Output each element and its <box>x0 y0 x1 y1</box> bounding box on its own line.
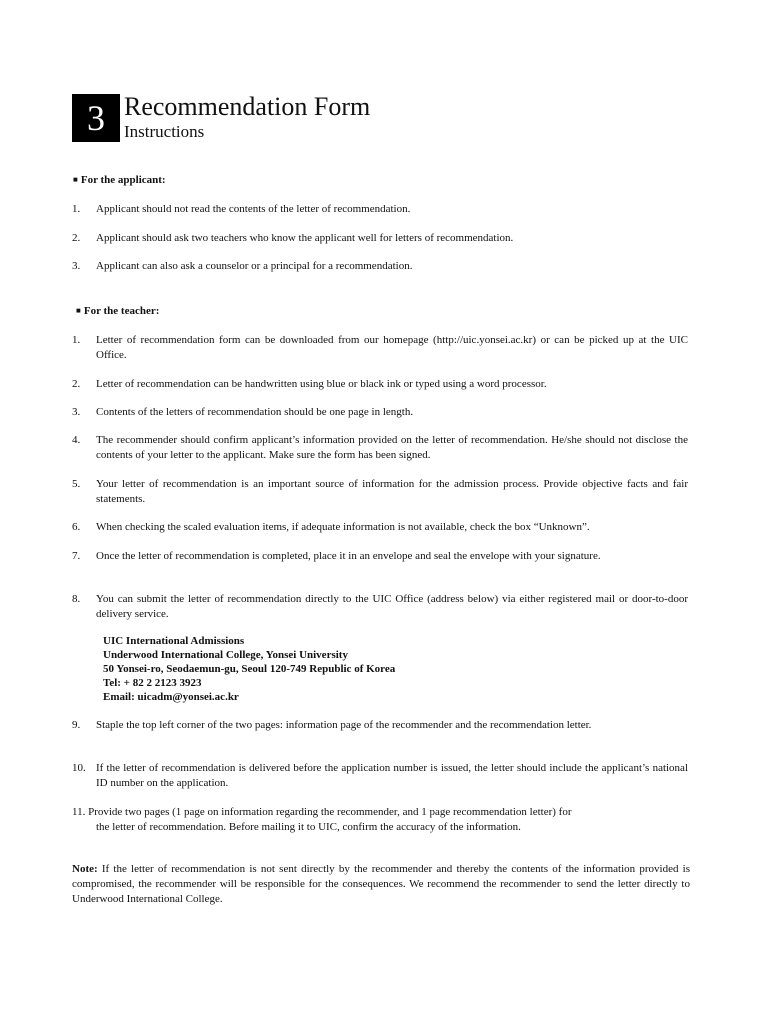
item-text: If the letter of recommendation is delivered before the application number is issued, the letter should include the applicant’s national ID number on the application. <box>96 762 688 789</box>
item-text: Contents of the letters of recommendation should be one page in length. <box>96 406 414 418</box>
teacher-item <box>72 549 688 564</box>
item-number: 10. <box>72 762 86 774</box>
square-bullet-icon: ■ <box>73 175 78 184</box>
teacher-item-11 <box>72 805 688 835</box>
address-email: Email: uicadm@yonsei.ac.kr <box>103 691 239 703</box>
address-phone: Tel: + 82 2 2123 3923 <box>103 677 202 689</box>
item-number: 3. <box>72 406 81 418</box>
item-number: 4. <box>72 434 81 446</box>
address-line: Underwood International College, Yonsei University <box>103 649 348 661</box>
item-text: Applicant can also ask a counselor or a principal for a recommendation. <box>96 260 413 272</box>
item-number: 6. <box>72 521 81 533</box>
teacher-item <box>72 761 688 791</box>
teacher-heading-text: For the teacher: <box>83 305 160 317</box>
item-number: 9. <box>72 719 81 731</box>
teacher-item <box>72 592 688 622</box>
address-line: UIC International Admissions <box>103 635 245 647</box>
teacher-item <box>72 377 688 392</box>
item-text: 11. Provide two pages (1 page on information regarding the recommender, and 1 page recommendation letter) for <box>72 806 572 818</box>
item-number: 3. <box>72 260 81 272</box>
form-header <box>72 94 370 142</box>
teacher-item <box>72 520 688 535</box>
uic-address-block <box>103 634 395 704</box>
applicant-heading <box>73 174 166 186</box>
item-number: 1. <box>72 203 81 215</box>
applicant-item <box>72 202 688 217</box>
item-text: You can submit the letter of recommendation directly to the UIC Office (address below) via either registered mail or door-to-door delivery service. <box>96 593 688 620</box>
teacher-item <box>72 405 688 420</box>
item-number: 8. <box>72 593 81 605</box>
item-text: Once the letter of recommendation is completed, place it in an envelope and seal the envelope with your signature. <box>96 550 601 562</box>
note-text: If the letter of recommendation is not sent directly by the recommender and thereby the contents of the information provided is compromised, the recommender will be responsible for the consequences. We recommend the recommender to send the letter directly to Underwood International College. <box>72 863 691 905</box>
item-number: 1. <box>72 334 81 346</box>
item-text: The recommender should confirm applicant’s information provided on the letter of recommendation. He/she should not disclose the contents of your letter to the applicant. Make sure the form has been signed. <box>96 434 688 461</box>
form-title: Recommendation Form <box>124 92 371 121</box>
item-number: 7. <box>72 550 81 562</box>
teacher-item <box>72 477 688 507</box>
teacher-item <box>72 433 688 463</box>
item-text: Your letter of recommendation is an important source of information for the admission process. Provide objective facts and fair statements. <box>96 478 688 505</box>
note-label: Note: <box>72 863 98 875</box>
item-text: Staple the top left corner of the two pages: information page of the recommender and the recommendation letter. <box>96 719 592 731</box>
applicant-item <box>72 231 688 246</box>
item-number: 2. <box>72 378 81 390</box>
applicant-heading-text: For the applicant: <box>80 174 166 186</box>
teacher-heading <box>76 305 159 317</box>
item-text: Letter of recommendation form can be downloaded from our homepage (http://uic.yonsei.ac.kr) or can be picked up at the UIC Office. <box>96 334 688 361</box>
item-number: 5. <box>72 478 81 490</box>
item-text: Applicant should ask two teachers who know the applicant well for letters of recommendation. <box>96 232 514 244</box>
item-text: Applicant should not read the contents of the letter of recommendation. <box>96 203 411 215</box>
item-text: Letter of recommendation can be handwritten using blue or black ink or typed using a word processor. <box>96 378 547 390</box>
square-bullet-icon: ■ <box>76 306 81 315</box>
item-number: 2. <box>72 232 81 244</box>
teacher-item <box>72 333 688 363</box>
applicant-item <box>72 259 688 274</box>
header-titles <box>124 94 370 142</box>
section-number-badge: 3 <box>72 94 120 142</box>
item-text: When checking the scaled evaluation items, if adequate information is not available, check the box “Unknown”. <box>96 521 590 533</box>
teacher-item <box>72 718 688 733</box>
item-text-continued: the letter of recommendation. Before mailing it to UIC, confirm the accuracy of the information. <box>96 821 521 833</box>
address-line: 50 Yonsei-ro, Seodaemun-gu, Seoul 120-749 Republic of Korea <box>103 663 396 675</box>
form-subtitle: Instructions <box>124 122 205 141</box>
note-paragraph <box>72 862 690 907</box>
